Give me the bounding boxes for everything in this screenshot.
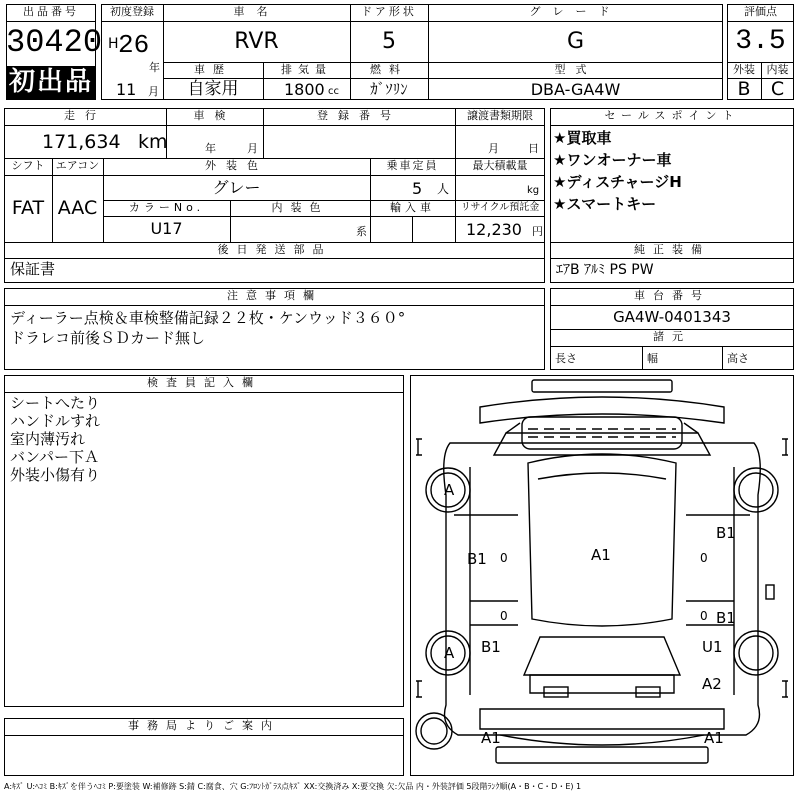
load-label: 最大積載量 bbox=[472, 159, 528, 172]
mark-right-front-panel: B1 bbox=[716, 524, 736, 542]
mark-rear-bumper-left: A1 bbox=[481, 729, 501, 747]
inspector-label: 検査員記入欄 bbox=[147, 376, 261, 389]
chassis-number: GA4W-0401343 bbox=[613, 308, 731, 326]
shift-label: シフト bbox=[11, 159, 45, 172]
ext-color-label: 外装色 bbox=[205, 159, 268, 172]
aircon-label: エアコン bbox=[55, 159, 100, 172]
transfer-month-unit: 月 bbox=[488, 142, 499, 155]
displacement-unit: cc bbox=[328, 86, 339, 97]
seating-unit: 人 bbox=[437, 182, 450, 196]
mileage-unit: km bbox=[138, 131, 168, 153]
mark-left-front-panel: B1 bbox=[467, 550, 487, 568]
mark-roof: A1 bbox=[591, 546, 611, 564]
sales-point-item: ★ディスチャージH bbox=[553, 173, 682, 191]
notes-label: 注意事項欄 bbox=[227, 289, 322, 302]
inspector-line: 外装小傷有り bbox=[10, 466, 101, 484]
model-code: DBA-GA4W bbox=[530, 80, 621, 99]
height-label: 高さ bbox=[727, 352, 749, 365]
office-label: 事務局よりご案内 bbox=[128, 719, 280, 732]
era: H bbox=[108, 36, 119, 52]
month-unit: 月 bbox=[148, 85, 159, 98]
inspector-line: バンパー下Ａ bbox=[10, 448, 99, 466]
door-label: ドア形状 bbox=[361, 5, 417, 18]
interior-grade: C bbox=[770, 78, 785, 100]
sales-point-item: ★買取車 bbox=[553, 129, 612, 147]
mileage-label: 走行 bbox=[64, 109, 106, 122]
sales-point-item: ★ワンオーナー車 bbox=[553, 151, 672, 169]
first-reg-year: 26 bbox=[118, 30, 150, 60]
car-name-label: 車名 bbox=[233, 5, 280, 18]
shift: FAT bbox=[11, 197, 45, 219]
year-unit: 年 bbox=[149, 61, 160, 74]
history: 自家用 bbox=[187, 79, 239, 99]
dims-label: 諸元 bbox=[653, 330, 691, 343]
mark-right-rear-quarter: A2 bbox=[702, 675, 722, 693]
registration-label: 登録番号 bbox=[317, 109, 401, 122]
doors: 5 bbox=[382, 29, 396, 54]
mark-right-rear-panel: B1 bbox=[716, 609, 736, 627]
inspector-line: 室内薄汚れ bbox=[10, 430, 86, 448]
aircon: AAC bbox=[57, 197, 98, 219]
score: 3.5 bbox=[735, 26, 786, 57]
marker-zero: 0 bbox=[700, 551, 708, 565]
seating: 5 bbox=[412, 179, 423, 198]
grade: G bbox=[566, 29, 585, 54]
marker-zero: 0 bbox=[700, 609, 708, 623]
recycle-label: リサイクル預託金 bbox=[460, 202, 540, 213]
int-color-unit: 系 bbox=[356, 225, 367, 238]
grade-label: グレード bbox=[529, 5, 622, 18]
car-name: RVR bbox=[234, 29, 279, 54]
color-no: U17 bbox=[150, 219, 183, 238]
later-parts-value: 保証書 bbox=[10, 260, 56, 278]
exterior-grade: B bbox=[737, 78, 751, 100]
recycle: 12,230 bbox=[466, 220, 522, 239]
first-reg-month: 11 bbox=[116, 80, 137, 99]
inspection-year-unit: 年 bbox=[205, 142, 216, 155]
model-code-label: 型式 bbox=[554, 63, 597, 76]
sales-points-label: セールスポイント bbox=[604, 109, 740, 122]
import-label: 輸入車 bbox=[390, 201, 435, 214]
notes-line: ドラレコ前後ＳＤカード無し bbox=[10, 329, 206, 347]
color-no-label: カラーNo. bbox=[128, 201, 205, 214]
mark-wheel-rl: A bbox=[444, 644, 455, 662]
first-reg-label: 初度登録 bbox=[110, 5, 154, 18]
sales-point-item: ★スマートキー bbox=[553, 195, 657, 213]
marker-zero: 0 bbox=[500, 551, 508, 565]
mileage: 171,634 bbox=[42, 131, 121, 153]
exterior-grade-label: 外装 bbox=[733, 63, 755, 76]
fuel-label: 燃料 bbox=[370, 63, 408, 76]
transfer-day-unit: 日 bbox=[528, 142, 539, 155]
equipment-value: ｴｱB ｱﾙﾐ PS PW bbox=[556, 262, 654, 278]
mark-wheel-fl: A bbox=[444, 481, 455, 499]
fuel: ｶﾞｿﾘﾝ bbox=[370, 80, 408, 98]
later-parts-label: 後日発送部品 bbox=[217, 243, 332, 256]
length-label: 長さ bbox=[555, 352, 577, 365]
history-label: 車歴 bbox=[194, 63, 232, 76]
first-listing-text: 初出品 bbox=[8, 67, 93, 97]
inspector-line: ハンドルすれ bbox=[10, 412, 101, 430]
displacement: 1800 bbox=[284, 80, 325, 99]
notes-line: ディーラー点検＆車検整備記録２２枚・ケンウッド３６０° bbox=[10, 309, 406, 327]
inspector-line: シートへたり bbox=[10, 394, 101, 412]
lot-number-label: 出品番号 bbox=[23, 5, 79, 18]
equipment-label: 純正装備 bbox=[634, 243, 710, 256]
car-diagram bbox=[410, 375, 794, 776]
lot-number: 30420 bbox=[6, 24, 103, 61]
width-label: 幅 bbox=[647, 352, 658, 365]
transfer-label: 譲渡書類期限 bbox=[467, 109, 533, 122]
interior-grade-label: 内装 bbox=[766, 63, 789, 76]
score-label: 評価点 bbox=[744, 5, 777, 18]
displacement-label: 排気量 bbox=[281, 63, 332, 76]
marker-zero: 0 bbox=[500, 609, 508, 623]
recycle-unit: 円 bbox=[532, 225, 543, 238]
legend: A:ｷｽﾞ U:ﾍｺﾐ B:ｷｽﾞを伴うﾍｺﾐ P:要塗装 W:補修跡 S:錆 C:腐食、穴 G:ﾌﾛﾝﾄｶﾞﾗｽ点ｷｽﾞ XX:交換済み X:要交換 欠:欠品 内・外装評価 5段階ﾗﾝｸ順(A・B・C・D・E) 1 bbox=[4, 782, 582, 791]
mark-rear-bumper-right: A1 bbox=[704, 729, 724, 747]
mark-right-rear-door: U1 bbox=[702, 638, 723, 656]
seating-label: 乗車定員 bbox=[386, 159, 439, 172]
ext-color: グレー bbox=[212, 178, 261, 197]
mark-left-front-door: B1 bbox=[481, 638, 501, 656]
load-unit: kg bbox=[527, 185, 540, 196]
inspection-label: 車検 bbox=[193, 109, 236, 122]
int-color-label: 内装色 bbox=[271, 201, 329, 214]
inspection-month-unit: 月 bbox=[247, 142, 258, 155]
chassis-label: 車台番号 bbox=[634, 289, 710, 302]
